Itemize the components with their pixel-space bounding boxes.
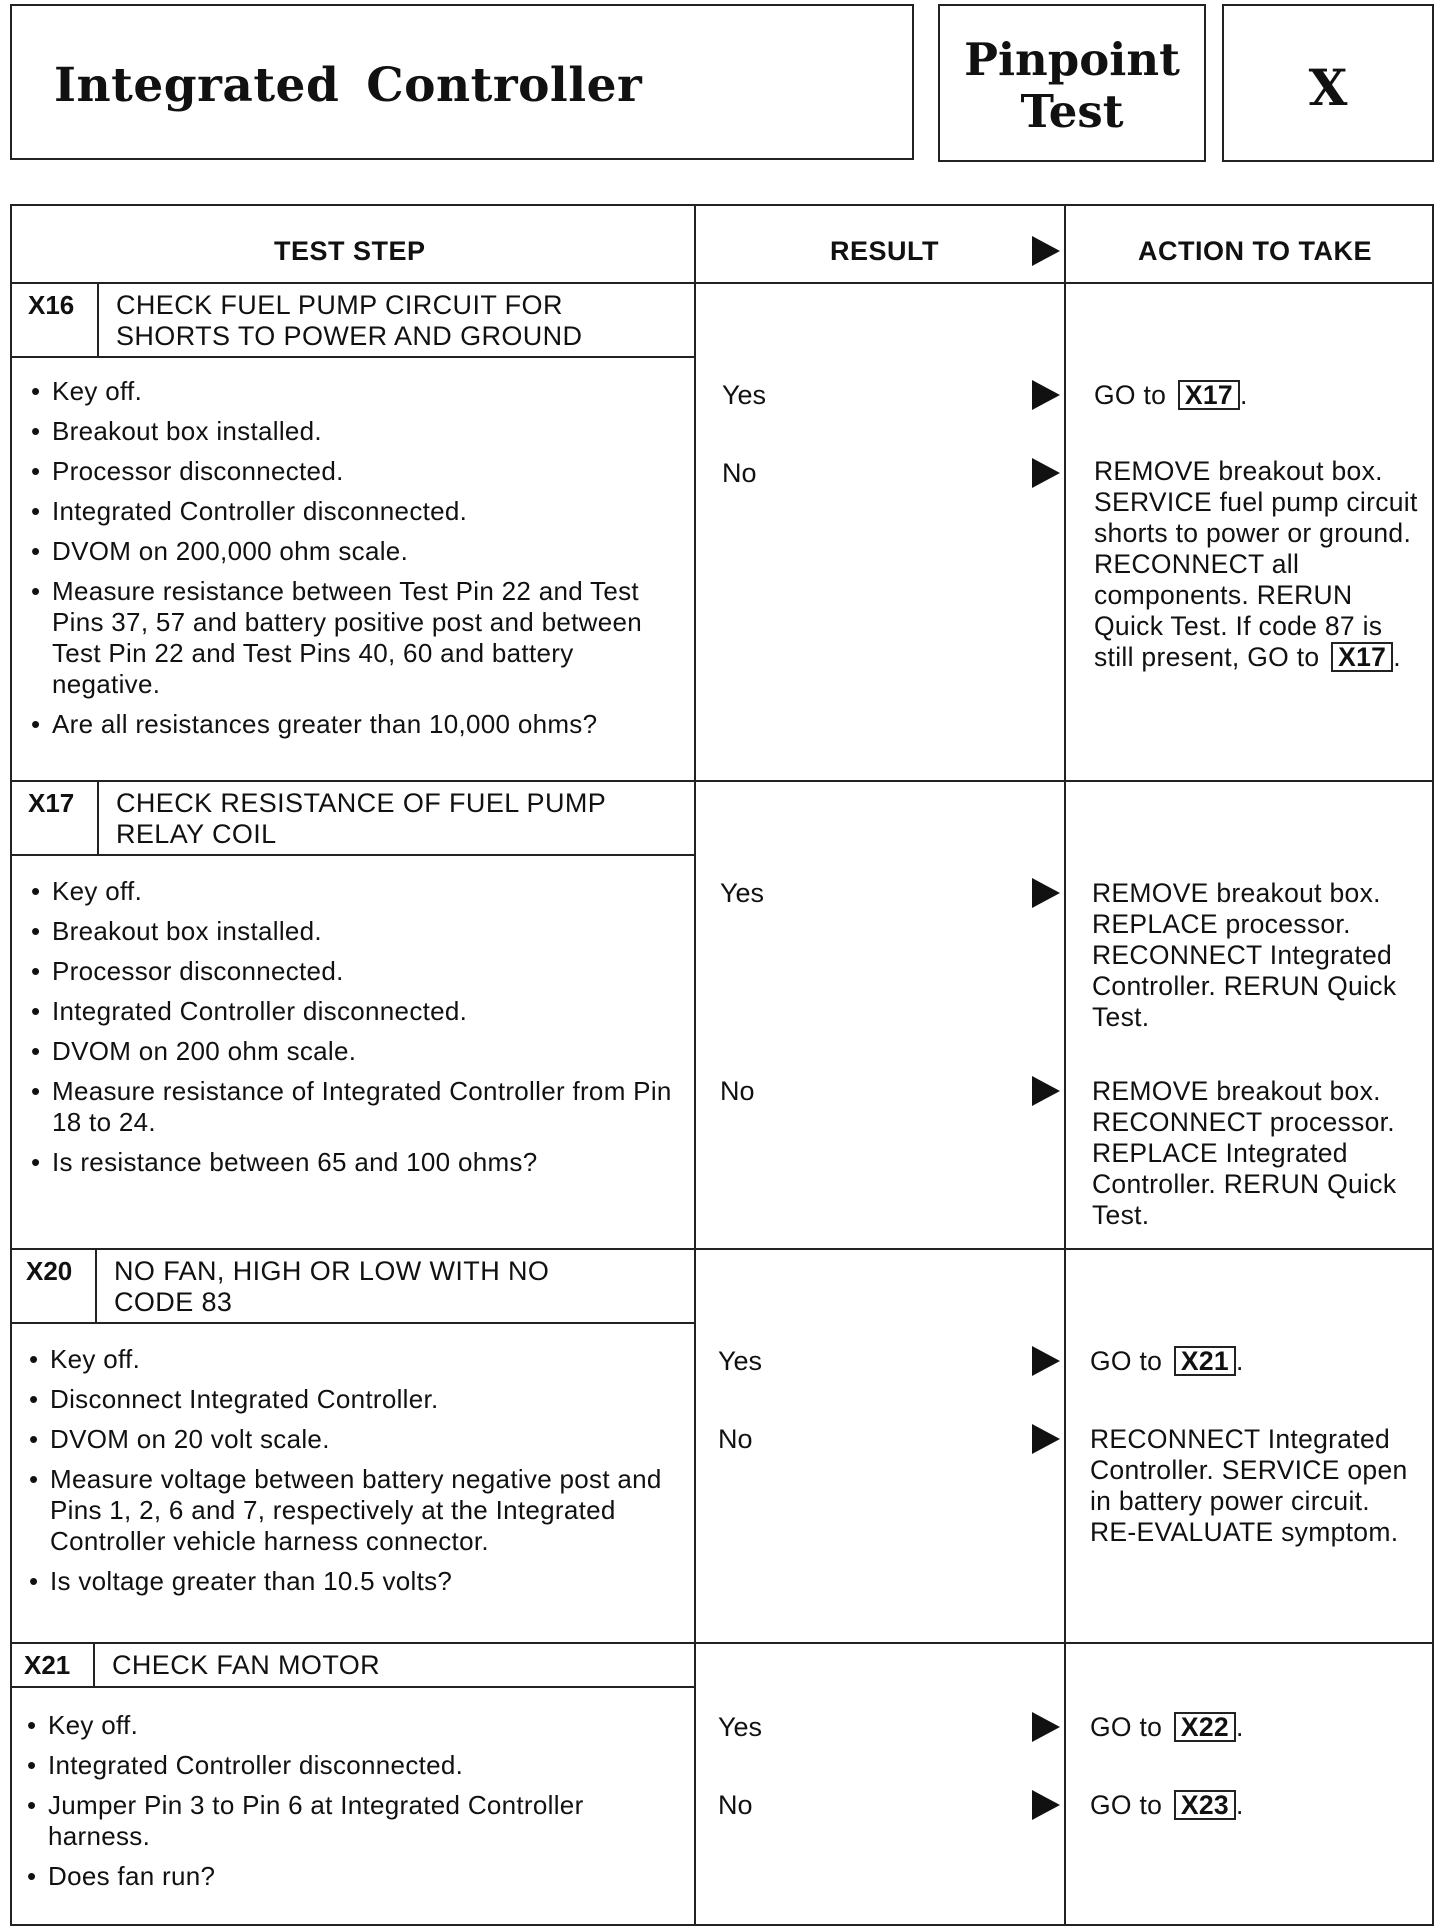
bullet-item: • Breakout box installed. xyxy=(28,916,678,947)
page-title: Integrated Controller xyxy=(54,58,643,113)
step-divider xyxy=(12,780,1432,782)
test-letter-box xyxy=(1222,4,1434,162)
action-suffix: . xyxy=(1235,1790,1244,1820)
result-label-yes: Yes xyxy=(718,1346,763,1376)
result-arrow-icon xyxy=(1032,1712,1060,1742)
action-text xyxy=(1094,380,1424,411)
bullet-item: • Integrated Controller disconnected. xyxy=(28,496,678,527)
test-letter: X xyxy=(1308,58,1348,117)
pinpoint-line-1: Pinpoint xyxy=(964,33,1180,86)
result-arrow-icon xyxy=(1032,1076,1060,1106)
step-id-divider xyxy=(93,1644,95,1686)
result-arrow-icon xyxy=(1032,878,1060,908)
bullet-item: • Integrated Controller disconnected. xyxy=(28,996,678,1027)
result-label-yes: Yes xyxy=(722,380,767,410)
step-id: X16 xyxy=(28,290,75,320)
action-text: RECONNECT Integrated Controller. SERVICE open in battery power circuit. RE-EVALUATE symptom. xyxy=(1090,1424,1408,1547)
step-title-divider xyxy=(12,356,694,358)
action-text xyxy=(1090,1712,1420,1743)
result-arrow-icon xyxy=(1032,458,1060,488)
title-box xyxy=(10,4,914,160)
result-arrow-icon xyxy=(1032,1790,1060,1820)
step-id: X17 xyxy=(28,788,75,818)
step-divider xyxy=(12,1642,1432,1644)
action-prefix: GO to xyxy=(1090,1790,1163,1820)
bullet-item: • Key off. xyxy=(24,1710,674,1741)
bullet-item: • Measure voltage between battery negative post and Pins 1, 2, 6 and 7, respectively at the Integrated Controller vehicle harness connector. xyxy=(26,1464,676,1557)
result-label-no: No xyxy=(722,458,757,488)
result-label-yes: Yes xyxy=(720,878,765,908)
pinpoint-line-2: Test xyxy=(1020,85,1124,138)
bullet-item: • Are all resistances greater than 10,000 ohms? xyxy=(28,709,678,740)
step-title-divider xyxy=(12,1322,694,1324)
step-id-divider xyxy=(97,782,99,854)
bullet-item: • Breakout box installed. xyxy=(28,416,678,447)
action-prefix: GO to xyxy=(1090,1712,1163,1742)
action-text xyxy=(1094,456,1424,673)
action-suffix: . xyxy=(1235,1346,1244,1376)
bullet-item: • Measure resistance of Integrated Controller from Pin 18 to 24. xyxy=(28,1076,678,1138)
bullet-item: • DVOM on 200 ohm scale. xyxy=(28,1036,678,1067)
column-divider-2 xyxy=(1064,206,1066,1924)
column-header-action: ACTION TO TAKE xyxy=(1138,236,1372,266)
column-header-result: RESULT xyxy=(830,236,939,266)
step-reference-link[interactable]: X17 xyxy=(1331,642,1393,672)
bullet-item: • Key off. xyxy=(26,1344,676,1375)
step-id-divider xyxy=(95,1250,97,1322)
header-arrow-icon xyxy=(1032,236,1060,266)
bullet-item: • Processor disconnected. xyxy=(28,956,678,987)
bullet-item: • Key off. xyxy=(28,876,678,907)
step-bullet-list xyxy=(28,376,678,749)
step-title: CHECK FUEL PUMP CIRCUIT FOR SHORTS TO POWER AND GROUND xyxy=(116,290,583,351)
action-text: REMOVE breakout box. RECONNECT processor. REPLACE Integrated Controller. RERUN Quick Test. xyxy=(1092,1076,1397,1230)
action-text xyxy=(1090,1346,1420,1377)
step-title: CHECK FAN MOTOR xyxy=(112,1650,381,1680)
bullet-item: • Does fan run? xyxy=(24,1861,674,1892)
result-label-no: No xyxy=(720,1076,755,1106)
column-header-test-step: TEST STEP xyxy=(274,236,426,266)
step-bullet-list xyxy=(24,1710,674,1901)
pinpoint-test-box xyxy=(938,4,1206,162)
step-id: X21 xyxy=(24,1650,71,1680)
action-prefix: GO to xyxy=(1090,1346,1163,1376)
action-suffix: . xyxy=(1235,1712,1244,1742)
step-reference-link[interactable]: X22 xyxy=(1174,1712,1236,1742)
result-label-no: No xyxy=(718,1790,753,1820)
column-divider-1 xyxy=(694,206,696,1924)
action-suffix: . xyxy=(1239,380,1248,410)
bullet-item: • Processor disconnected. xyxy=(28,456,678,487)
bullet-item: • Integrated Controller disconnected. xyxy=(24,1750,674,1781)
action-suffix: . xyxy=(1393,642,1401,672)
bullet-item: • DVOM on 200,000 ohm scale. xyxy=(28,536,678,567)
result-arrow-icon xyxy=(1032,1424,1060,1454)
result-label-yes: Yes xyxy=(718,1712,763,1742)
step-bullet-list xyxy=(26,1344,676,1606)
bullet-item: • Key off. xyxy=(28,376,678,407)
pinpoint-test-label xyxy=(940,34,1204,138)
step-bullet-list xyxy=(28,876,678,1187)
header-divider xyxy=(12,282,1432,284)
step-id: X20 xyxy=(26,1256,73,1286)
step-reference-link[interactable]: X17 xyxy=(1178,380,1240,410)
step-id-divider xyxy=(97,284,99,356)
step-reference-link[interactable]: X21 xyxy=(1174,1346,1236,1376)
result-arrow-icon xyxy=(1032,380,1060,410)
result-label-no: No xyxy=(718,1424,753,1454)
step-divider xyxy=(12,1248,1432,1250)
bullet-item: • Jumper Pin 3 to Pin 6 at Integrated Controller harness. xyxy=(24,1790,674,1852)
bullet-item: • Is voltage greater than 10.5 volts? xyxy=(26,1566,676,1597)
step-title-divider xyxy=(12,854,694,856)
step-title-divider xyxy=(12,1686,694,1688)
action-prefix: REMOVE breakout box. SERVICE fuel pump circuit shorts to power or ground. RECONNECT all components. RERUN Quick Test. If code 87 is still present, GO to xyxy=(1094,456,1418,672)
action-text xyxy=(1090,1790,1420,1821)
pinpoint-table xyxy=(10,204,1434,1926)
step-reference-link[interactable]: X23 xyxy=(1174,1790,1236,1820)
step-title: NO FAN, HIGH OR LOW WITH NO CODE 83 xyxy=(114,1256,550,1317)
step-title: CHECK RESISTANCE OF FUEL PUMP RELAY COIL xyxy=(116,788,606,849)
bullet-item: • DVOM on 20 volt scale. xyxy=(26,1424,676,1455)
bullet-item: • Is resistance between 65 and 100 ohms? xyxy=(28,1147,678,1178)
bullet-item: • Disconnect Integrated Controller. xyxy=(26,1384,676,1415)
action-text: REMOVE breakout box. REPLACE processor. RECONNECT Integrated Controller. RERUN Quick Test. xyxy=(1092,878,1397,1032)
result-arrow-icon xyxy=(1032,1346,1060,1376)
bullet-item: • Measure resistance between Test Pin 22 and Test Pins 37, 57 and battery positive post and between Test Pin 22 and Test Pins 40, 60 and battery negative. xyxy=(28,576,678,700)
action-prefix: GO to xyxy=(1094,380,1167,410)
